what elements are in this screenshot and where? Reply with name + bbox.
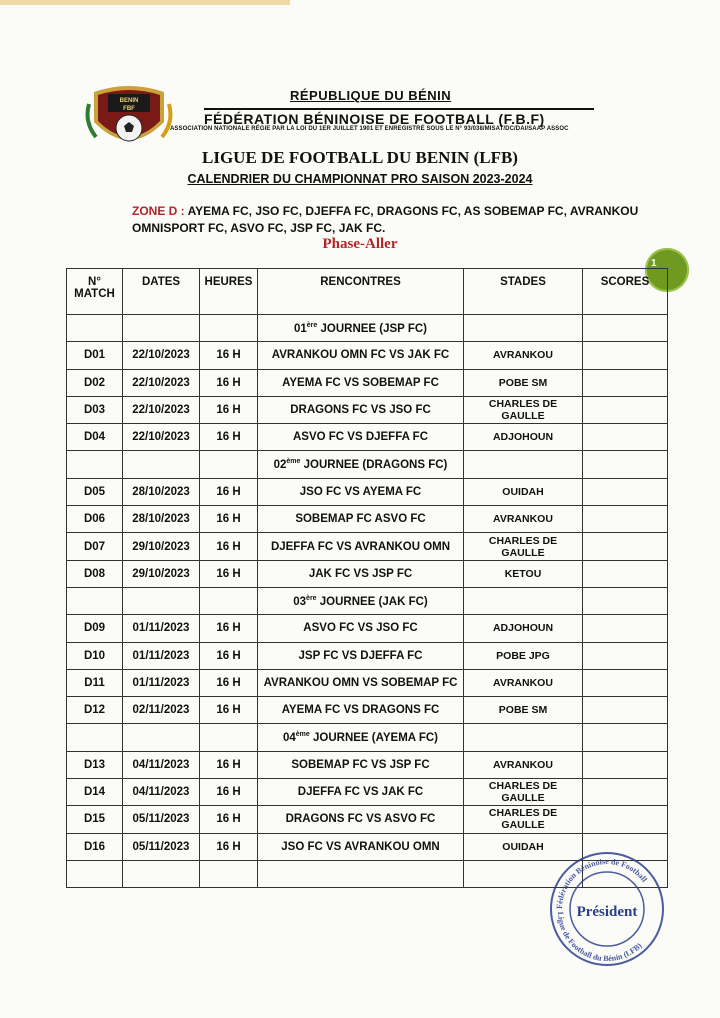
empty-cell [464,724,583,751]
match-fixture-cell: JSO FC VS AYEMA FC [258,478,464,505]
match-row [67,478,668,505]
stamp-ring-bottom: Ligue de Football du Bénin (LFB) [555,911,644,964]
match-row [67,751,668,778]
empty-cell [200,315,258,342]
match-number-cell: D16 [67,833,123,860]
federation-title: FÉDÉRATION BÉNINOISE DE FOOTBALL (F.B.F) [204,108,594,127]
match-score-cell [583,478,668,505]
journee-row [67,315,668,342]
empty-cell [583,315,668,342]
empty-cell [67,860,123,887]
match-row [67,533,668,560]
journee-number: 04 [282,732,296,745]
logo-text-bottom: FBF [123,106,135,112]
match-date-cell: 01/11/2023 [123,642,200,669]
match-time-cell: 16 H [200,806,258,833]
match-stadium-cell: CHARLES DE GAULLE [464,806,583,833]
svg-text:Fédération Béninoise de Footba [555,857,649,909]
stamp-ring-top: Fédération Béninoise de Football [554,856,649,910]
header-heures: HEURES [200,269,258,315]
match-score-cell [583,697,668,724]
match-row [67,806,668,833]
match-time-cell: 16 H [200,615,258,642]
match-stadium-cell: AVRANKOU [464,506,583,533]
match-calendar-table [66,268,668,888]
match-row [67,697,668,724]
match-number-cell: D06 [67,506,123,533]
journee-ordinal: ère [306,594,317,602]
empty-cell [123,315,200,342]
empty-cell [200,860,258,887]
match-time-cell: 16 H [200,424,258,451]
journee-label-cell [258,315,464,342]
header-dates: DATES [123,269,200,315]
match-score-cell [583,396,668,423]
match-time-cell: 16 H [200,369,258,396]
match-date-cell: 29/10/2023 [123,533,200,560]
match-fixture-cell: JSP FC VS DJEFFA FC [258,642,464,669]
zone-teams [132,203,652,237]
match-fixture-cell: ASVO FC VS DJEFFA FC [258,424,464,451]
calendar-subtitle [0,172,720,186]
empty-cell [464,587,583,614]
header-stades: STADES [464,269,583,315]
journee-number: 03 [293,595,307,608]
match-row [67,369,668,396]
empty-cell [258,860,464,887]
match-date-cell: 22/10/2023 [123,424,200,451]
match-stadium-cell: POBE JPG [464,642,583,669]
journee-number: 02 [273,459,287,472]
match-time-cell: 16 H [200,751,258,778]
journee-number: 01 [293,322,307,335]
match-date-cell: 29/10/2023 [123,560,200,587]
match-fixture-cell: DJEFFA FC VS AVRANKOU OMN [258,533,464,560]
match-row [67,642,668,669]
header-rencontres: RENCONTRES [258,269,464,315]
match-number-cell: D15 [67,806,123,833]
match-date-cell: 01/11/2023 [123,615,200,642]
empty-cell [200,724,258,751]
match-time-cell: 16 H [200,342,258,369]
match-stadium-cell: CHARLES DE GAULLE [464,779,583,806]
match-score-cell [583,751,668,778]
journee-label: JOURNEE (JAK FC) [316,595,428,608]
match-row [67,560,668,587]
page-number: 1 [651,258,657,269]
match-stadium-cell: OUIDAH [464,833,583,860]
match-fixture-cell: JSO FC VS AVRANKOU OMN [258,833,464,860]
empty-cell [123,724,200,751]
zone-teams-line1: AYEMA FC, JSO FC, DJEFFA FC, DRAGONS FC, AS SOBEMAP FC, AVRANKOU [187,204,639,218]
journee-label: JOURNEE (AYEMA FC) [309,732,439,745]
match-score-cell [583,642,668,669]
empty-cell [123,860,200,887]
empty-cell [67,724,123,751]
match-number-cell: D08 [67,560,123,587]
journee-label: JOURNEE (JSP FC) [317,322,427,335]
match-time-cell: 16 H [200,506,258,533]
association-note: ASSOCIATION NATIONALE RÉGIE PAR LA LOI DU 1ER JUILLET 1901 ET ENREGISTRÉ SOUS LE N° 93/038/MISAT/DC/DAI/SAAP ASSOC [170,126,569,132]
match-time-cell: 16 H [200,669,258,696]
empty-cell [67,587,123,614]
match-date-cell: 01/11/2023 [123,669,200,696]
table-header-row [67,269,668,315]
match-number-cell: D02 [67,369,123,396]
president-stamp [548,850,666,968]
match-time-cell: 16 H [200,478,258,505]
empty-cell [200,451,258,478]
match-time-cell: 16 H [200,533,258,560]
republic-title: RÉPUBLIQUE DU BÉNIN [290,88,452,103]
match-fixture-cell: SOBEMAP FC ASVO FC [258,506,464,533]
header-scores: SCORES [583,269,668,315]
journee-row [67,587,668,614]
match-row [67,669,668,696]
match-fixture-cell: SOBEMAP FC VS JSP FC [258,751,464,778]
match-fixture-cell: JAK FC VS JSP FC [258,560,464,587]
match-fixture-cell: AVRANKOU OMN FC VS JAK FC [258,342,464,369]
match-date-cell: 22/10/2023 [123,342,200,369]
match-date-cell: 28/10/2023 [123,478,200,505]
match-number-cell: D03 [67,396,123,423]
match-stadium-cell: POBE SM [464,369,583,396]
league-title: LIGUE DE FOOTBALL DU BENIN (LFB) [202,148,518,167]
phase-title: Phase-Aller [322,236,398,252]
match-stadium-cell: CHARLES DE GAULLE [464,396,583,423]
match-stadium-cell: AVRANKOU [464,342,583,369]
match-fixture-cell: DRAGONS FC VS JSO FC [258,396,464,423]
match-score-cell [583,615,668,642]
empty-cell [583,724,668,751]
match-score-cell [583,669,668,696]
journee-label-cell [258,451,464,478]
match-number-cell: D12 [67,697,123,724]
match-score-cell [583,424,668,451]
empty-cell [67,451,123,478]
match-stadium-cell: ADJOHOUN [464,615,583,642]
journee-ordinal: ème [286,458,301,466]
match-time-cell: 16 H [200,560,258,587]
match-time-cell: 16 H [200,833,258,860]
journee-label-cell [258,724,464,751]
top-edge-stripe [0,0,290,5]
empty-cell [464,451,583,478]
empty-cell [123,451,200,478]
zone-label: ZONE D : [132,204,185,218]
match-date-cell: 22/10/2023 [123,369,200,396]
match-score-cell [583,506,668,533]
header-match-number: N° MATCH [67,269,123,315]
calendar-subtitle-text: CALENDRIER DU CHAMPIONNAT PRO SAISON 2023-2024 [187,172,533,186]
match-date-cell: 02/11/2023 [123,697,200,724]
journee-label: JOURNEE (DRAGONS FC) [300,459,448,472]
match-number-cell: D09 [67,615,123,642]
match-row [67,506,668,533]
logo-text-top: BENIN [119,98,139,104]
stamp-president-text: Président [576,904,638,920]
match-time-cell: 16 H [200,642,258,669]
match-score-cell [583,779,668,806]
match-number-cell: D10 [67,642,123,669]
fbf-logo [84,82,174,156]
match-date-cell: 05/11/2023 [123,833,200,860]
match-score-cell [583,806,668,833]
empty-cell [67,315,123,342]
match-row [67,396,668,423]
match-stadium-cell: AVRANKOU [464,751,583,778]
match-row [67,779,668,806]
match-score-cell [583,342,668,369]
match-fixture-cell: DJEFFA FC VS JAK FC [258,779,464,806]
match-fixture-cell: AVRANKOU OMN VS SOBEMAP FC [258,669,464,696]
match-fixture-cell: DRAGONS FC VS ASVO FC [258,806,464,833]
match-row [67,424,668,451]
journee-row [67,451,668,478]
journee-ordinal: ème [295,731,310,739]
match-score-cell [583,369,668,396]
match-row [67,615,668,642]
match-score-cell [583,560,668,587]
match-row [67,342,668,369]
match-date-cell: 04/11/2023 [123,751,200,778]
match-date-cell: 04/11/2023 [123,779,200,806]
journee-label-cell [258,587,464,614]
match-time-cell: 16 H [200,396,258,423]
match-number-cell: D11 [67,669,123,696]
match-stadium-cell: CHARLES DE GAULLE [464,533,583,560]
journee-ordinal: ère [306,321,318,329]
empty-cell [464,315,583,342]
match-stadium-cell: OUIDAH [464,478,583,505]
empty-cell [200,587,258,614]
table-body [67,315,668,888]
empty-cell [123,587,200,614]
match-score-cell [583,533,668,560]
match-fixture-cell: ASVO FC VS JSO FC [258,615,464,642]
match-number-cell: D01 [67,342,123,369]
match-number-cell: D04 [67,424,123,451]
match-time-cell: 16 H [200,697,258,724]
match-number-cell: D07 [67,533,123,560]
match-date-cell: 05/11/2023 [123,806,200,833]
match-stadium-cell: AVRANKOU [464,669,583,696]
match-fixture-cell: AYEMA FC VS SOBEMAP FC [258,369,464,396]
empty-cell [583,451,668,478]
match-date-cell: 28/10/2023 [123,506,200,533]
match-number-cell: D13 [67,751,123,778]
empty-cell [583,587,668,614]
match-stadium-cell: ADJOHOUN [464,424,583,451]
match-number-cell: D05 [67,478,123,505]
journee-row [67,724,668,751]
match-stadium-cell: KETOU [464,560,583,587]
zone-teams-line2: OMNISPORT FC, ASVO FC, JSP FC, JAK FC. [132,221,386,235]
match-fixture-cell: AYEMA FC VS DRAGONS FC [258,697,464,724]
match-date-cell: 22/10/2023 [123,396,200,423]
match-number-cell: D14 [67,779,123,806]
match-time-cell: 16 H [200,779,258,806]
match-stadium-cell: POBE SM [464,697,583,724]
